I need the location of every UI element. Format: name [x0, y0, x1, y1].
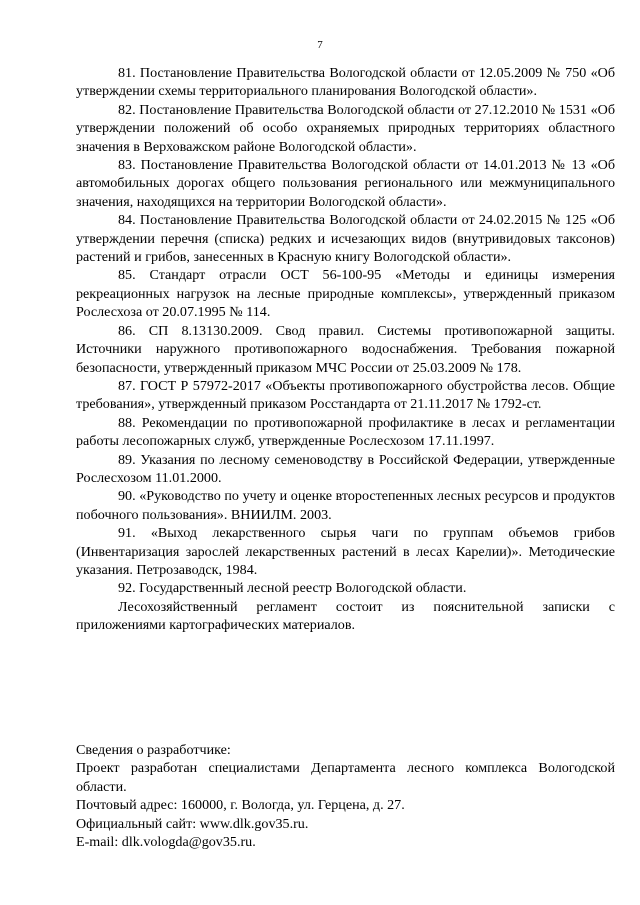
developer-project: Проект разработан специалистами Департамента лесного комплекса Вологодской области. [76, 760, 615, 795]
reference-item-92: 92. Государственный лесной реестр Вологодской области. [118, 580, 467, 597]
reference-item-82: 82. Постановление Правительства Вологодской области от 27.12.2010 № 1531 «Об утверждении положений об особо охраняемых природных территориях областного значения в Верховажском районе Вологодской области». [76, 101, 615, 155]
reference-item-87: 87. ГОСТ Р 57972-2017 «Объекты противопожарного обустройства лесов. Общие требования», утвержденный приказом Росстандарта от 21.11.2017 № 1792-ст. [76, 377, 615, 413]
reference-item-89: 89. Указания по лесному семеноводству в Российской Федерации, утвержденные Рослесхозом 11.01.2000. [76, 451, 615, 486]
reference-item-88: 88. Рекомендации по противопожарной профилактике в лесах и регламентации работы лесопожарных служб, утвержденные Рослесхозом 17.11.1997. [76, 414, 615, 450]
reference-item-85: 85. Стандарт отрасли ОСТ 56-100-95 «Методы и единицы измерения рекреационных нагрузок на лесные природные комплексы», утвержденный приказом Рослесхоза от 20.07.1995 № 114. [76, 267, 615, 321]
developer-address: Почтовый адрес: 160000, г. Вологда, ул. Герцена, д. 27. [76, 797, 405, 814]
developer-info [76, 741, 615, 851]
reference-item-91: 91. «Выход лекарственного сырья чаги по группам объемов грибов (Инвентаризация зарослей лекарственных растений в лесах Карелии)». Методические указания. Петрозаводск, 1984. [76, 525, 615, 578]
reference-item-86: 86. СП 8.13130.2009. Свод правил. Системы противопожарной защиты. Источники наружного противопожарного водоснабжения. Требования пожарной безопасности, утвержденный приказом МЧС России от 25.03.2009 № 178. [76, 322, 615, 376]
developer-email: E-mail: dlk.vologda@gov35.ru. [76, 834, 256, 851]
reference-item-84: 84. Постановление Правительства Вологодской области от 24.02.2015 № 125 «Об утверждении перечня (списка) редких и исчезающих видов (внутривидовых таксонов) растений и грибов, занесенных в Красную книгу Вологодской области». [76, 212, 615, 266]
references-list [76, 64, 615, 635]
reference-item-90: 90. «Руководство по учету и оценке второстепенных лесных ресурсов и продуктов побочного пользования». ВНИИЛМ. 2003. [76, 488, 615, 523]
developer-heading: Сведения о разработчике: [76, 742, 231, 758]
developer-website: Официальный сайт: www.dlk.gov35.ru. [76, 815, 309, 832]
reference-item-81: 81. Постановление Правительства Вологодской области от 12.05.2009 № 750 «Об утверждении схемы территориального планирования Вологодской области». [76, 65, 615, 100]
reference-item-83: 83. Постановление Правительства Вологодской области от 14.01.2013 № 13 «Об автомобильных дорогах общего пользования регионального или межмуниципального значения, находящихся на территории Вологодской области». [76, 157, 615, 210]
page-number: 7 [317, 39, 323, 51]
regulation-composition-note: Лесохозяйственный регламент состоит из пояснительной записки с приложениями картографических материалов. [76, 598, 615, 634]
